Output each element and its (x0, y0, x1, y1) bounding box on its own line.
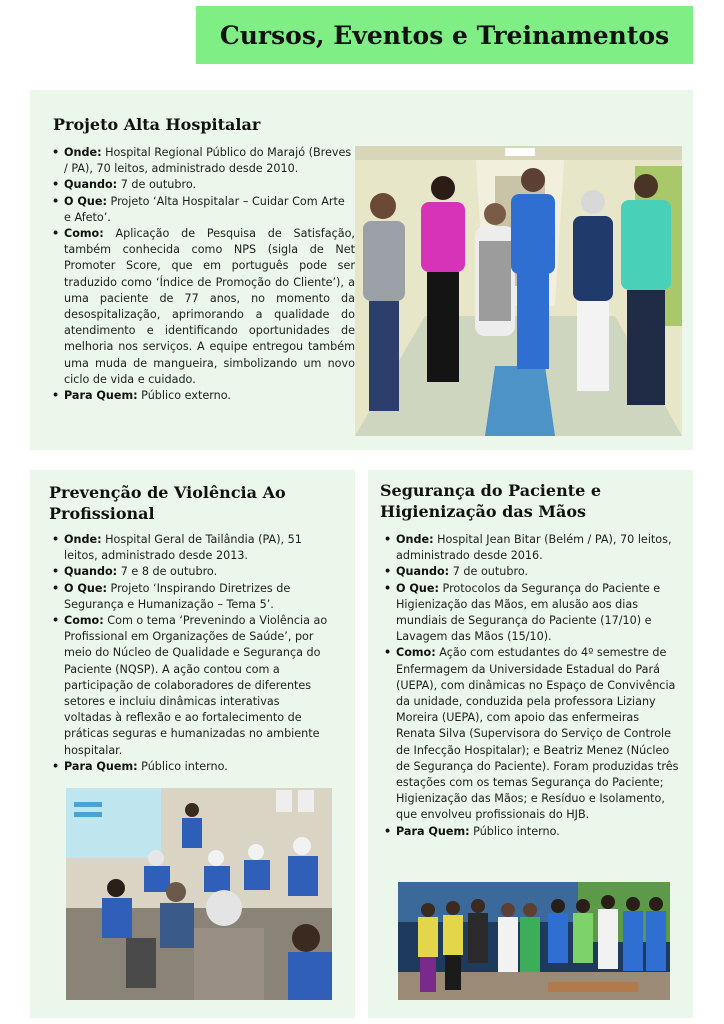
detail-audience: • Para Quem: Público externo. (52, 388, 355, 404)
section-title: Segurança do Paciente e Higienização das Mãos (380, 481, 602, 521)
section-details (52, 145, 355, 404)
students-photo (398, 882, 670, 1000)
detail-audience: • Para Quem: Público interno. (384, 824, 680, 840)
detail-how: • Como: Aplicação de Pesquisa de Satisfação, também conhecida como NPS (sigla de Net Promoter Score, que em português pode ser traduzido como ‘Índice de Promoção do Cliente’), a uma paciente de 77 anos, no momento da desospitalização, aprimorando a qualidade do atendimento e identificando oportunidades de melhoria nos serviços. A equipe entregou também uma muda de mangueira, simbolizando um novo ciclo de vida e cuidado. (52, 226, 355, 388)
detail-how: • Como: Com o tema ‘Prevenindo a Violência ao Profissional em Organizações de Saúde’, por meio do Núcleo de Qualidade e Segurança do Paciente (NQSP). A ação contou com a participação de colaboradores de diferentes setores e incluiu dinâmicas interativas voltadas à reflexão e ao fortalecimento de práticas seguras e humanizadas no ambiente hospitalar. (52, 613, 328, 759)
detail-where: • Onde: Hospital Regional Público do Marajó (Breves / PA), 70 leitos, administrado desde 2010. (52, 145, 355, 177)
section-details (52, 532, 328, 775)
detail-audience: • Para Quem: Público interno. (52, 759, 328, 775)
training-photo (66, 788, 332, 1000)
page-header (196, 6, 693, 64)
detail-what: • O Que: Protocolos da Segurança do Paciente e Higienização das Mãos, em alusão aos dias mundiais de Segurança do Paciente (17/10) e Lavagem das Mãos (15/10). (384, 581, 680, 646)
section-prevencao-violencia (30, 470, 355, 1018)
section-details (384, 532, 680, 840)
section-title: Projeto Alta Hospitalar (53, 115, 261, 134)
section-title: Prevenção de Violência Ao Profissional (49, 483, 286, 523)
detail-where: • Onde: Hospital Geral de Tailândia (PA), 51 leitos, administrado desde 2013. (52, 532, 328, 564)
detail-when: • Quando: 7 e 8 de outubro. (52, 564, 328, 580)
detail-when: • Quando: 7 de outubro. (384, 564, 680, 580)
detail-where: • Onde: Hospital Jean Bitar (Belém / PA), 70 leitos, administrado desde 2016. (384, 532, 680, 564)
section-alta-hospitalar (30, 90, 693, 450)
detail-when: • Quando: 7 de outubro. (52, 177, 355, 193)
page-title: Cursos, Eventos e Treinamentos (219, 20, 670, 50)
detail-what: • O Que: Projeto ‘Inspirando Diretrizes de Segurança e Humanização – Tema 5’. (52, 581, 328, 613)
detail-how: • Como: Ação com estudantes do 4º semestre de Enfermagem da Universidade Estadual do Pará (UEPA), com dinâmicas no Espaço de Convivência da unidade, conduzida pela professora Liziany Moreira (UEPA), com apoio das enfermeiras Renata Silva (Supervisora do Serviço de Controle de Infecção Hospitalar); e Beatriz Menez (Núcleo de Segurança do Paciente). Foram produzidas três estações com os temas Segurança do Paciente; Higienização das Mãos; e Resíduo e Isolamento, que envolveu profissionais do HJB. (384, 645, 680, 823)
team-photo (355, 146, 682, 436)
detail-what: • O Que: Projeto ‘Alta Hospitalar – Cuidar Com Arte e Afeto’. (52, 194, 355, 226)
section-seguranca-paciente (368, 470, 693, 1018)
